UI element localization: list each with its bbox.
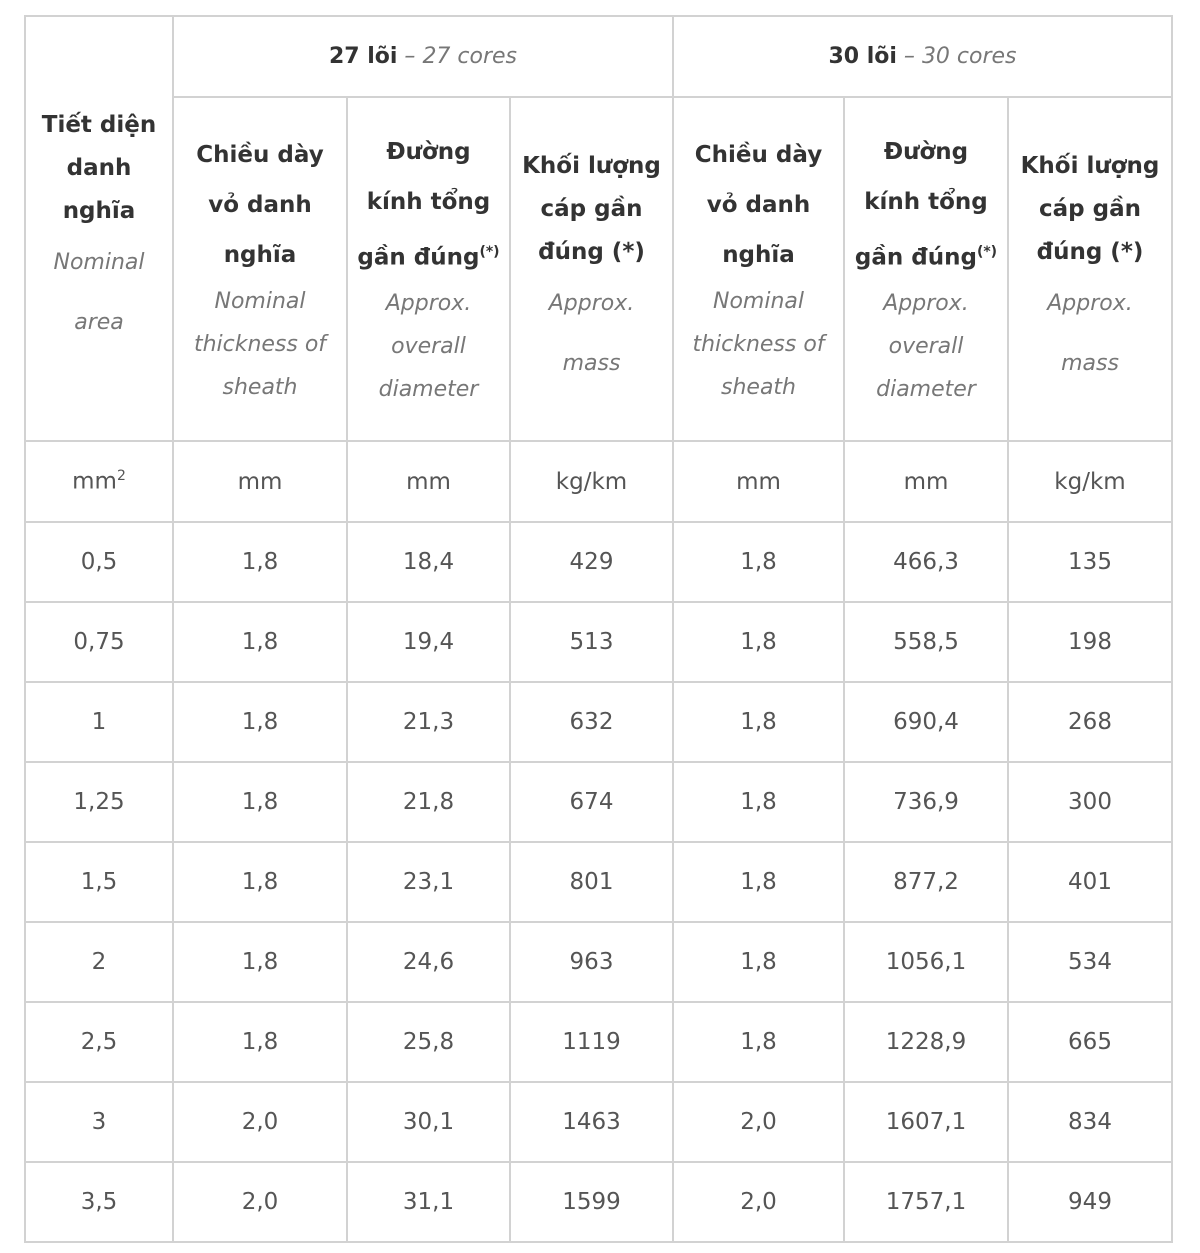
nominal-area-cell: 3,5: [25, 1162, 173, 1242]
nominal-area-cell: 0,5: [25, 522, 173, 602]
area-header-en-2: area: [74, 310, 124, 335]
table-cell: 513: [510, 602, 673, 682]
unit-cell: kg/km: [510, 441, 673, 522]
unit-area-exponent: 2: [116, 468, 126, 485]
table-cell: 877,2: [844, 842, 1008, 922]
area-header-vi-1: Tiết diện: [41, 112, 157, 138]
group-27-vi: 27 lõi: [328, 44, 398, 69]
nominal-area-cell: 3: [25, 1082, 173, 1162]
nominal-area-cell: 1: [25, 682, 173, 762]
table-cell: 801: [510, 842, 673, 922]
table-cell: 401: [1008, 842, 1172, 922]
table-row: [25, 682, 1172, 762]
table-row: [25, 1162, 1172, 1242]
table-cell: 31,1: [347, 1162, 510, 1242]
column-header-en-line: mass: [1061, 350, 1119, 376]
column-header-vi-line: nghĩa: [722, 241, 795, 268]
table-cell: 21,8: [347, 762, 510, 842]
footnote-marker: (*): [479, 243, 500, 260]
column-header-vi-line: Khối lượng: [1020, 152, 1160, 179]
table-cell: 1599: [510, 1162, 673, 1242]
unit-area-text: mm: [72, 468, 117, 495]
group-27-en: 27 cores: [422, 44, 518, 69]
table-cell: 2,0: [173, 1082, 347, 1162]
table-cell: 1,8: [173, 522, 347, 602]
table-cell: 24,6: [347, 922, 510, 1002]
table-cell: 690,4: [844, 682, 1008, 762]
column-header-en-line: Approx.: [385, 291, 472, 317]
group-header-27-cores: [173, 16, 673, 97]
table-cell: 2,0: [673, 1162, 844, 1242]
table-cell: 300: [1008, 762, 1172, 842]
unit-cell: mm: [347, 441, 510, 522]
table-cell: 834: [1008, 1082, 1172, 1162]
column-header-en-line: Approx.: [548, 290, 635, 316]
group-header-30-cores: [673, 16, 1172, 97]
column-header-en-line: sheath: [222, 374, 298, 400]
nominal-area-cell: 1,5: [25, 842, 173, 922]
column-header-vi-line: Đường: [386, 138, 471, 165]
cable-spec-table: [24, 15, 1173, 1243]
nominal-area-cell: 2,5: [25, 1002, 173, 1082]
column-header-en-line: Approx.: [883, 291, 969, 317]
table-cell: 1,8: [173, 1002, 347, 1082]
table-cell: 665: [1008, 1002, 1172, 1082]
column-header-vi-line: vỏ danh: [706, 191, 811, 218]
table-cell: 18,4: [347, 522, 510, 602]
table-row: [25, 1002, 1172, 1082]
column-header-vi-line: Đường: [883, 138, 969, 165]
unit-cell: kg/km: [1008, 441, 1172, 522]
group-30-vi: 30 lõi: [828, 44, 897, 69]
table-cell: 1,8: [173, 602, 347, 682]
column-header-en-line: diameter: [876, 377, 976, 403]
column-header-27-overall-diameter: [347, 97, 510, 441]
table-cell: 534: [1008, 922, 1172, 1002]
column-header-vi-line: đúng (*): [1036, 238, 1144, 265]
column-header-30-overall-diameter: [844, 97, 1008, 441]
table-cell: 19,4: [347, 602, 510, 682]
column-header-vi-line: cáp gần: [1039, 195, 1141, 222]
table-cell: 198: [1008, 602, 1172, 682]
table-cell: 2,0: [173, 1162, 347, 1242]
nominal-area-cell: 0,75: [25, 602, 173, 682]
table-cell: 466,3: [844, 522, 1008, 602]
nominal-area-cell: 2: [25, 922, 173, 1002]
column-header-vi-text: gần đúng: [357, 244, 480, 271]
column-header-vi-line: vỏ danh: [208, 191, 312, 218]
group-30-en: 30 cores: [921, 44, 1017, 69]
table-cell: 963: [510, 922, 673, 1002]
table-row: [25, 842, 1172, 922]
table-cell: 135: [1008, 522, 1172, 602]
table-row: [25, 762, 1172, 842]
unit-cell: mm: [844, 441, 1008, 522]
column-header-en-line: diameter: [378, 377, 479, 403]
column-header-vi-line: [845, 227, 1007, 283]
column-header-27-sheath-thickness: [173, 97, 347, 441]
column-header-vi-line: nghĩa: [223, 241, 297, 268]
table-cell: 1056,1: [844, 922, 1008, 1002]
group-27-sep: –: [397, 44, 423, 69]
table-cell: 949: [1008, 1162, 1172, 1242]
area-header-en-1: Nominal: [53, 250, 145, 275]
table-cell: 736,9: [844, 762, 1008, 842]
footnote-marker: (*): [976, 243, 998, 260]
column-header-vi-text: gần đúng: [854, 244, 977, 271]
unit-cell: mm: [173, 441, 347, 522]
column-header-vi-line: kính tổng: [864, 188, 988, 215]
column-header-en-line: thickness of: [692, 331, 825, 357]
column-header-30-sheath-thickness: [673, 97, 844, 441]
table-row: [25, 602, 1172, 682]
area-header-cell: [25, 16, 173, 441]
table-cell: 1119: [510, 1002, 673, 1082]
unit-cell: mm: [673, 441, 844, 522]
table-cell: 1,8: [173, 762, 347, 842]
table-cell: 674: [510, 762, 673, 842]
table-cell: 1,8: [673, 682, 844, 762]
table-cell: 268: [1008, 682, 1172, 762]
table-cell: 1,8: [173, 842, 347, 922]
column-header-vi-line: kính tổng: [366, 188, 491, 215]
column-header-en-line: overall: [391, 334, 466, 360]
table-row: [25, 1082, 1172, 1162]
table-cell: 1228,9: [844, 1002, 1008, 1082]
table-cell: 1,8: [673, 522, 844, 602]
column-header-vi-line: Chiều dày: [694, 141, 823, 168]
table-row: [25, 922, 1172, 1002]
area-header-vi-3: nghĩa: [62, 198, 136, 224]
column-header-en-line: Nominal: [214, 288, 306, 314]
column-header-vi-line: [348, 227, 509, 283]
table-cell: 429: [510, 522, 673, 602]
column-header-en-line: thickness of: [193, 331, 327, 357]
table-cell: 1463: [510, 1082, 673, 1162]
column-header-row: [25, 97, 1172, 441]
table-cell: 558,5: [844, 602, 1008, 682]
nominal-area-cell: 1,25: [25, 762, 173, 842]
table-cell: 1607,1: [844, 1082, 1008, 1162]
table-cell: 30,1: [347, 1082, 510, 1162]
table-cell: 21,3: [347, 682, 510, 762]
table-cell: 25,8: [347, 1002, 510, 1082]
table-cell: 23,1: [347, 842, 510, 922]
table-cell: 632: [510, 682, 673, 762]
group-30-sep: –: [896, 44, 922, 69]
column-header-en-line: sheath: [721, 374, 796, 400]
column-header-en-line: Approx.: [1047, 290, 1133, 316]
column-header-en-line: mass: [562, 350, 621, 376]
table-cell: 1,8: [673, 1002, 844, 1082]
table-cell: 1,8: [673, 602, 844, 682]
table-cell: 1,8: [173, 922, 347, 1002]
table-body: [25, 441, 1172, 1242]
column-header-vi-line: Chiều dày: [196, 141, 324, 168]
table-row: [25, 522, 1172, 602]
table-cell: 1,8: [173, 682, 347, 762]
area-header-vi-2: danh: [66, 155, 132, 181]
table-cell: 1,8: [673, 842, 844, 922]
column-header-27-approx-mass: [510, 97, 673, 441]
column-header-en-line: overall: [888, 334, 964, 360]
column-header-30-approx-mass: [1008, 97, 1172, 441]
table-cell: 1,8: [673, 922, 844, 1002]
table-cell: 1757,1: [844, 1162, 1008, 1242]
table-cell: 1,8: [673, 762, 844, 842]
column-header-vi-line: cáp gần: [540, 195, 643, 222]
column-header-en-line: Nominal: [713, 288, 804, 314]
column-header-vi-line: đúng (*): [538, 238, 645, 265]
unit-area: [25, 441, 173, 522]
unit-row: [25, 441, 1172, 522]
column-header-vi-line: Khối lượng: [522, 152, 661, 179]
table-cell: 2,0: [673, 1082, 844, 1162]
